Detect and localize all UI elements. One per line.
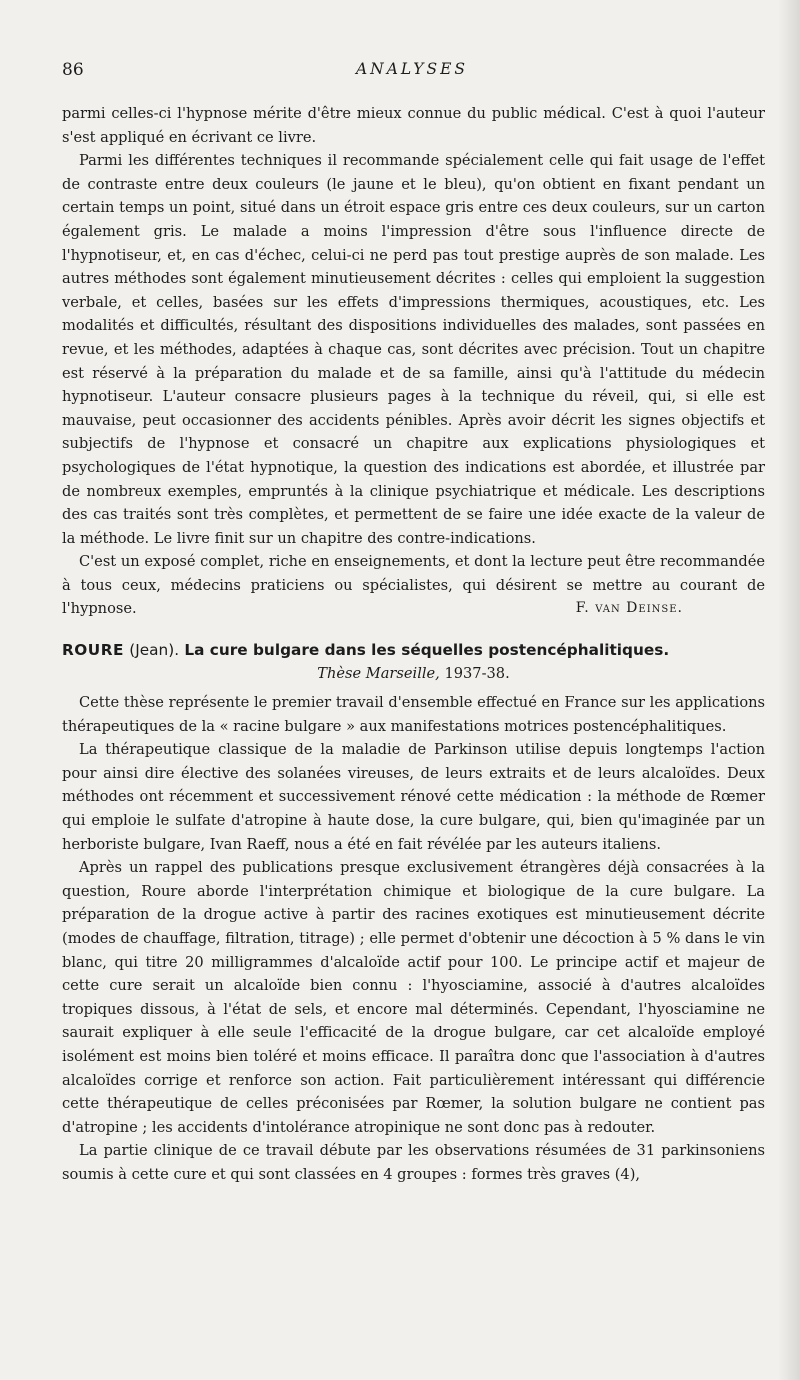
review2-paragraph-4: La partie clinique de ce travail débute par les observations résumées de 31 parkinsoniens soumis à cette cure et qui sont classées en 4 groupes : formes très graves (4), <box>62 1142 765 1183</box>
page-number: 86 <box>62 60 84 80</box>
reviewer-signature: F. van Deinse. <box>575 600 683 617</box>
review2-paragraph-2: La thérapeutique classique de la maladie de Parkinson utilise depuis longtemps l'action pour ainsi dire élective des solanées vireuses, de leurs extraits et de leurs alcaloïdes. Deux méthodes ont récemment et successivement rénové cette médication : la méthode de Rœmer qui emploie le sulfate d'atropine à haute dose, la cure bulgare, qui, bien qu'imaginée par un herboriste bulgare, Ivan Raeff, nous a été en fait révélée par les auteurs italiens. <box>62 741 765 853</box>
review1-paragraph-1: parmi celles-ci l'hypnose mérite d'être mieux connue du public médical. C'est à quoi l'auteur s'est appliqué en écrivant ce livre. <box>62 105 765 146</box>
review2-paragraph-1: Cette thèse représente le premier travail d'ensemble effectué en France sur les applications thérapeutiques de la « racine bulgare » aux manifestations motrices postencéphalitiques. <box>62 694 765 735</box>
review1-paragraph-2: Parmi les différentes techniques il recommande spécialement celle qui fait usage de l'effet de contraste entre deux couleurs (le jaune et le bleu), qu'on obtient en fixant pendant un certain temps un point, situé dans un étroit espace gris entre ces deux couleurs, sur un carton également gris. Le malade a moins l'impression d'être sous l'influence directe de l'hypnotiseur, et, en cas d'échec, celui-ci ne perd pas tout prestige auprès de son malade. Les autres méthodes sont également minutieusement décrites : celles qui emploient la suggestion verbale, et celles, basées sur les effets d'impressions thermiques, acoustiques, etc. Les modalités et difficultés, résultant des dispositions individuelles des malades, sont passées en revue, et les méthodes, adaptées à chaque cas, sont décrites avec précision. Tout un chapitre est réservé à la préparation du malade et de sa famille, ainsi qu'à l'attitude du médecin hypnotiseur. L'auteur consacre plusieurs pages à la technique du réveil, qui, si elle est mauvaise, peut occasionner des accidents pénibles. Après avoir décrit les signes objectifs et subjectifs de l'hypnose et consacré un chapitre aux explications physiologiques et psychologiques de l'état hypnotique, la question des indications est abordée, et illustrée par de nombreux exemples, empruntés à la clinique psychiatrique et médicale. Les descriptions des cas traités sont très complètes, et permettent de se faire une idée exacte de la valeur de la méthode. Le livre finit sur un chapitre des contre-indications. <box>62 152 765 547</box>
review-hypnose <box>62 102 765 621</box>
page-body <box>62 102 765 1187</box>
review2-year: 1937-38. <box>444 665 510 683</box>
page-header <box>62 60 762 86</box>
review-roure <box>62 638 765 1186</box>
running-title: ANALYSES <box>355 60 469 78</box>
review2-author-firstname: (Jean). <box>129 641 180 660</box>
review2-paragraph-3: Après un rappel des publications presque exclusivement étrangères déjà consacrées à la question, Roure aborde l'interprétation chimique et biologique de la cure bulgare. La préparation de la drogue active à partir des racines exotiques est minutieusement décrite (modes de chauffage, filtration, titrage) ; elle permet d'obtenir une décoction à 5 % dans le vin blanc, qui titre 20 milligrammes d'alcaloïde actif pour 100. Le principe actif et majeur de cette cure serait un alcaloïde bien connu : l'hyosciamine, associé à d'autres alcaloïdes tropiques dissous, à l'état de sels, et encore mal déterminés. Cependant, l'hyosciamine ne saurait expliquer à elle seule l'efficacité de la drogue bulgare, car cet alcaloïde employé isolément est moins bien toléré et moins efficace. Il paraîtra donc que l'association à d'autres alcaloïdes corrige et renforce son action. Fait particulièrement intéressant qui différencie cette thérapeutique de celles préconisées par Rœmer, la solution bulgare ne contient pas d'atropine ; les accidents d'intolérance atropinique ne sont donc pas à redouter. <box>62 859 765 1136</box>
review2-author-surname: ROURE <box>62 641 124 660</box>
review2-thesis: Thèse Marseille, <box>317 665 440 683</box>
review2-source <box>62 662 765 685</box>
review1-paragraph-3: C'est un exposé complet, riche en enseignements, et dont la lecture peut être recommandée à tous ceux, médecins praticiens ou spécialistes, qui désirent se mettre au courant de l'hypnose. <box>62 553 765 618</box>
review2-heading <box>62 638 765 685</box>
review2-citation <box>62 638 765 662</box>
review2-title: La cure bulgare dans les séquelles postencéphalitiques. <box>184 641 670 660</box>
page-edge-shadow <box>778 0 800 1380</box>
